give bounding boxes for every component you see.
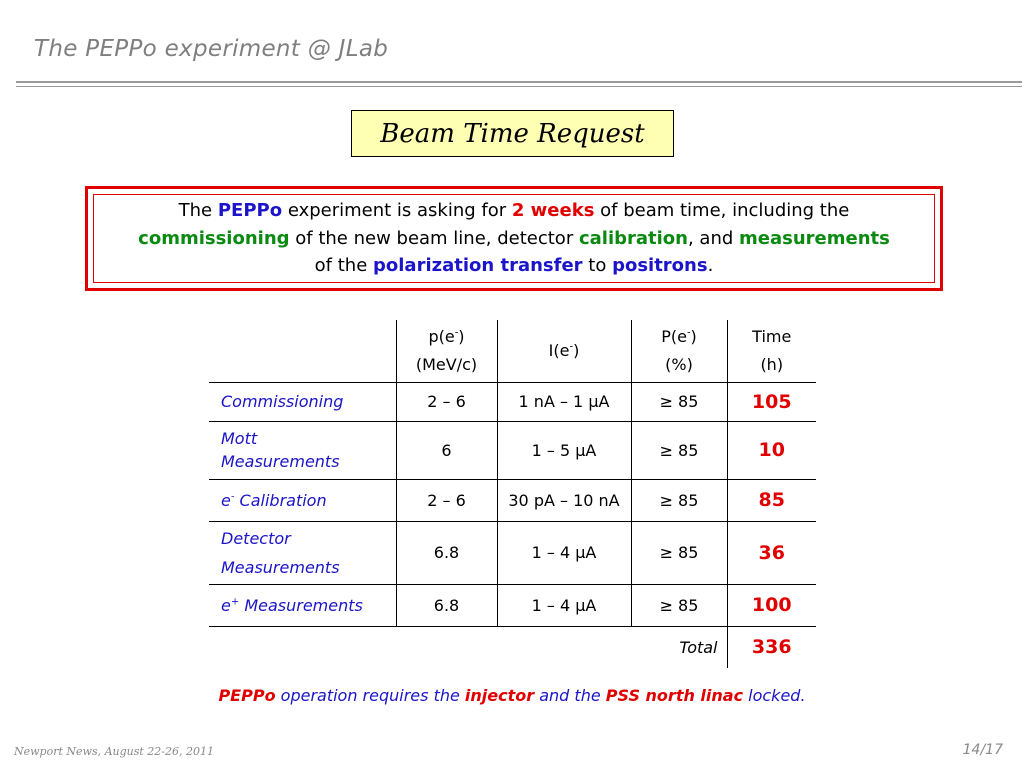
table-row [209,584,816,626]
row-label: Detector Measurements [209,521,396,584]
polarization-cell: ≥ 85 [631,521,727,584]
header-momentum: p(e-) (MeV/c) [396,320,497,382]
table-row [209,382,816,421]
header-rule [16,81,1022,83]
table-row [209,521,816,584]
table-row [209,421,816,479]
calibration-highlight: calibration [578,227,688,249]
beam-time-table [209,320,816,668]
polarization-cell: ≥ 85 [631,421,727,479]
request-text-part: of beam time, including the [594,200,850,222]
time-cell: 100 [727,584,816,626]
footnote-peppo: PEPPo [218,686,276,705]
peppo-highlight: PEPPo [217,200,283,222]
footnote-text: locked. [743,686,806,705]
header-time: Time (h) [752,326,792,374]
momentum-cell: 2 – 6 [396,382,497,421]
header-rule-secondary [16,86,1022,87]
request-text-part: to [582,255,613,277]
polarization-cell: ≥ 85 [631,382,727,421]
measurements-highlight: measurements [739,227,890,249]
row-label: e+ Measurements [209,584,396,626]
momentum-cell: 6.8 [396,521,497,584]
header-current: I(e-) [497,320,631,382]
total-empty-cell [497,626,631,668]
request-text-part: , and [687,227,740,249]
total-row [209,626,816,668]
momentum-cell: 6.8 [396,584,497,626]
total-value: 336 [751,636,792,659]
request-text-part: of the [314,255,374,277]
page-number: 14/17 [962,742,1003,758]
polarization-highlight: polarization transfer [373,255,583,277]
commissioning-highlight: commissioning [138,227,290,249]
footnote-injector: injector [464,686,535,705]
time-cell: 105 [727,382,816,421]
time-cell: 10 [727,421,816,479]
header-empty-cell [209,320,396,382]
footnote [0,686,1024,705]
positrons-highlight: positrons [612,255,708,277]
slide-title: Beam Time Request [380,118,645,149]
request-text-part: The [178,200,218,222]
header-title: The PEPPo experiment @ JLab [34,36,389,62]
footnote-text: and the [534,686,606,705]
footnote-text: operation requires the [275,686,465,705]
slide-title-box [351,110,674,157]
time-cell: 36 [727,521,816,584]
request-text-part: experiment is asking for [282,200,512,222]
total-empty-cell [396,626,497,668]
weeks-highlight: 2 weeks [511,200,595,222]
header-polarization: P(e-) (%) [631,320,727,382]
total-label: Total [631,626,727,668]
request-text [138,197,890,280]
row-label: Mott Measurements [209,421,396,479]
request-text-part: . [707,255,714,277]
current-cell: 1 – 5 µA [497,421,631,479]
momentum-cell: 6 [396,421,497,479]
polarization-cell: ≥ 85 [631,479,727,521]
request-text-part: of the new beam line, detector [289,227,579,249]
time-cell: 85 [727,479,816,521]
polarization-cell: ≥ 85 [631,584,727,626]
footnote-pss: PSS north linac [605,686,744,705]
current-cell: 1 – 4 µA [497,521,631,584]
row-label: Commissioning [209,382,396,421]
request-box [85,186,943,291]
momentum-cell: 2 – 6 [396,479,497,521]
footer-location-date: Newport News, August 22-26, 2011 [14,745,214,758]
current-cell: 1 – 4 µA [497,584,631,626]
total-empty-cell [209,626,396,668]
row-label: e- Calibration [209,479,396,521]
current-cell: 30 pA – 10 nA [497,479,631,521]
current-cell: 1 nA – 1 µA [497,382,631,421]
table-row [209,479,816,521]
request-box-inner [93,194,935,283]
table-header-row [209,320,816,382]
